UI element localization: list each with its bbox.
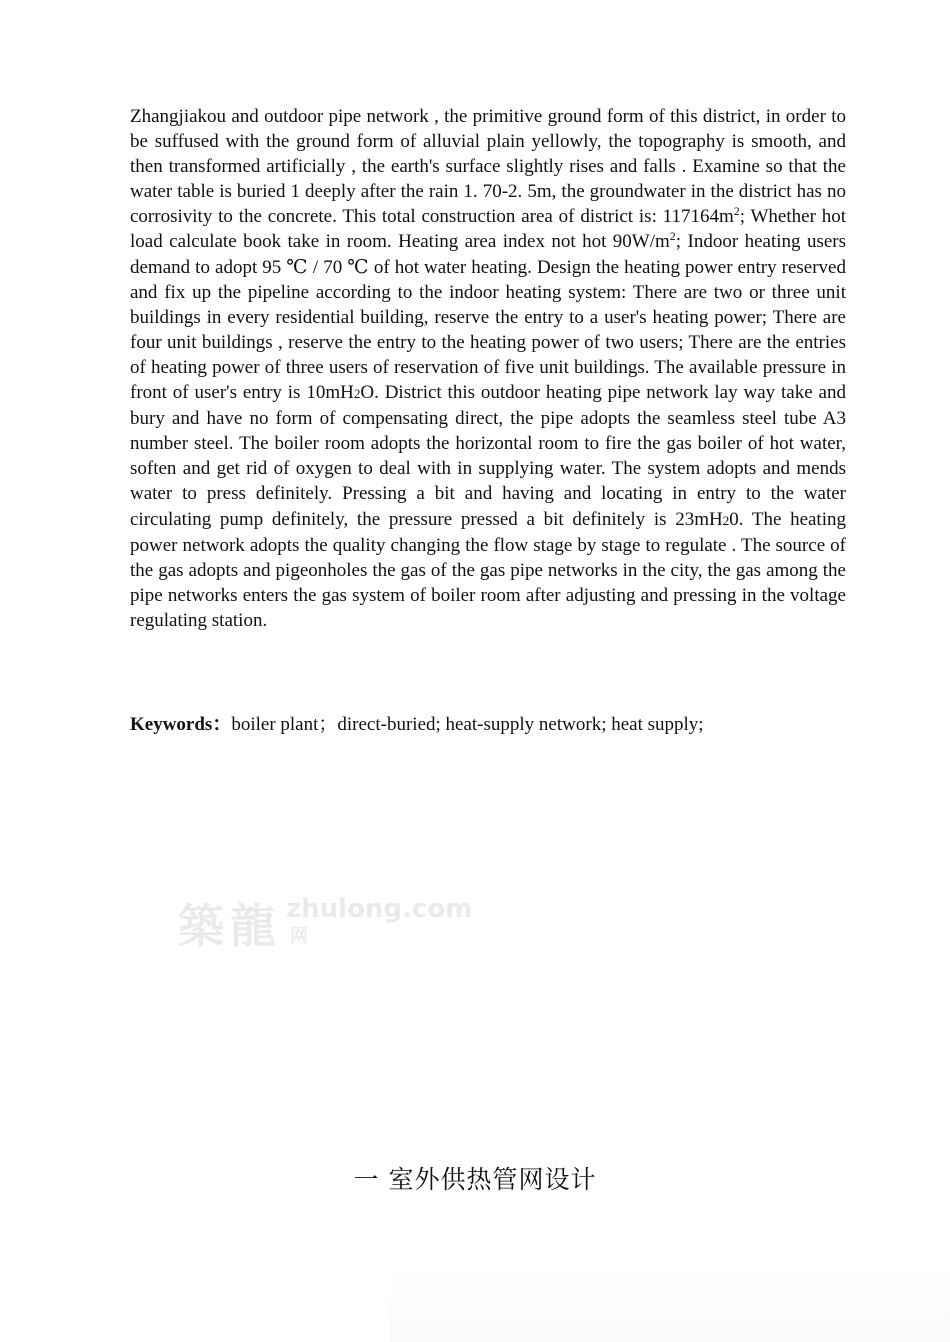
keywords-line: [130, 712, 846, 737]
section-heading: 一 室外供热管网设计: [353, 1165, 597, 1194]
watermark-chinese-logo: 築龍: [178, 899, 282, 953]
zhulong-watermark: [178, 890, 498, 953]
abstract-text-part-2: ; Whether hot load calculate book take in room. Heating area index not hot 90W/m: [130, 206, 846, 253]
abstract-text-part-1: Zhangjiakou and outdoor pipe network , the primitive ground form of this district, in order to be suffused with the ground form of alluvial plain yellowly, the topography is smooth, and then transformed artificially , the earth's surface slightly rises and falls . Examine so that the water table is buried 1 deeply after the rain 1. 70-2. 5m, the groundwater in the district has no corrosivity to the concrete. This total construction area of district is: 117164m: [130, 106, 846, 228]
watermark-site-text: zhulong.com: [286, 894, 473, 924]
abstract-text-part-5: 0. The heating power network adopts the quality changing the flow stage by stage to regulate . The source of the gas adopts and pigeonholes the gas of the gas pipe networks in the city, the gas among the pipe networks enters the gas system of boiler room after adjusting and pressing in the voltage regulating station.: [130, 508, 846, 631]
watermark-sub-text: 网: [290, 926, 308, 947]
abstract-text-part-4: O. District this outdoor heating pipe network lay way take and bury and have no form of compensating direct, the pipe adopts the seamless steel tube A3 number steel. The boiler room adopts the horizontal room to fire the gas boiler of hot water, soften and get rid of oxygen to deal with in supplying water. The system adopts and mends water to press definitely. Pressing a bit and having and locating in entry to the water circulating pump definitely, the pressure pressed a bit definitely is 23mH: [130, 382, 846, 530]
faint-bottom-watermark: [390, 1268, 950, 1342]
keywords-text: boiler plant；direct-buried; heat-supply network; heat supply;: [231, 714, 704, 735]
superscript-squared: 2: [733, 204, 740, 219]
keywords-label: Keywords：: [130, 714, 232, 735]
abstract-text-part-3: ; Indoor heating users demand to adopt 95 ℃ / 70 ℃ of hot water heating. Design the heating power entry reserved and fix up the pipeline according to the indoor heating system: There are two or three unit buildings in every residential building, reserve the entry to a user's heating power; There are four unit buildings , reserve the entry to the heating power of two users; There are the entries of heating power of three users of reservation of five unit buildings. The available pressure in front of user's entry is 10mH: [130, 231, 847, 404]
subscript-two: 2: [353, 386, 361, 402]
subscript-two: 2: [722, 512, 730, 528]
superscript-squared: 2: [669, 229, 676, 244]
abstract-paragraph: [130, 104, 846, 633]
